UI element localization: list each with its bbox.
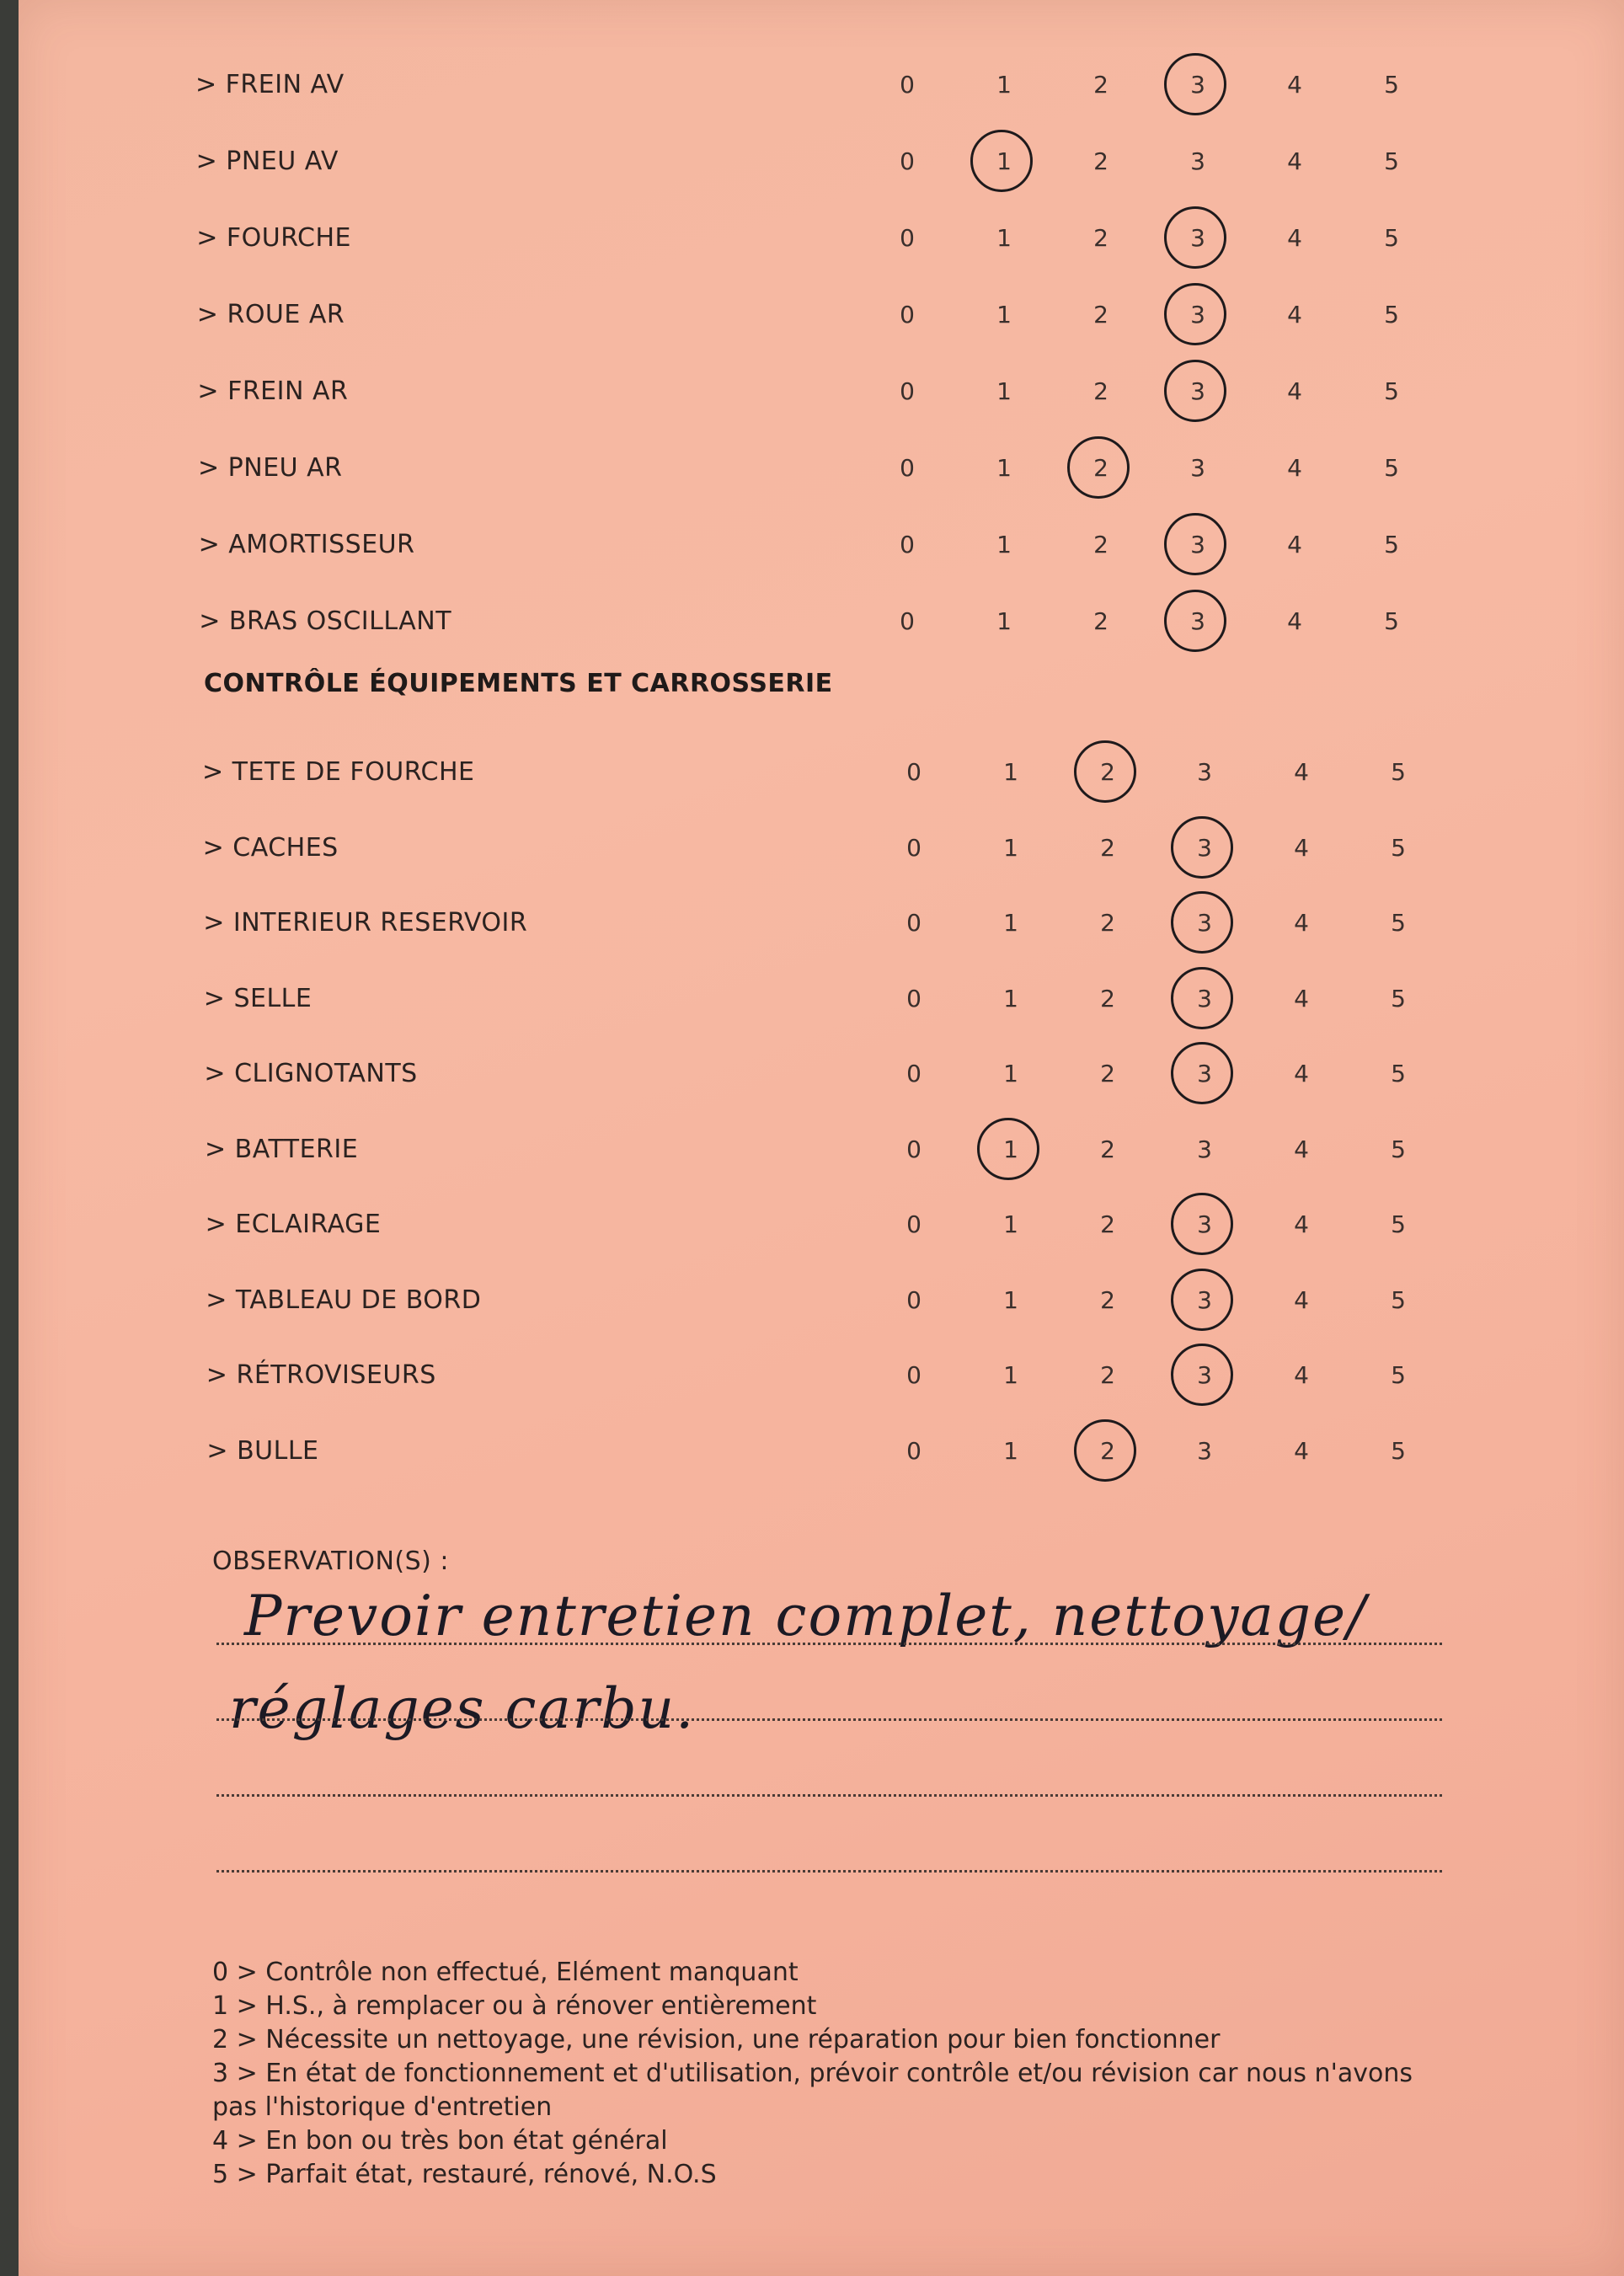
selected-rating[interactable]: 3	[1179, 1195, 1230, 1254]
checklist-row	[19, 894, 1624, 953]
rating-option[interactable]: 4	[1294, 1361, 1309, 1389]
checklist-item-label: > TETE DE FOURCHE	[202, 757, 475, 787]
rating-option[interactable]: 1	[1003, 833, 1018, 862]
selected-rating[interactable]: 3	[1179, 1346, 1230, 1405]
rating-option[interactable]: 2	[1093, 301, 1108, 329]
rating-option[interactable]: 2	[1100, 1060, 1115, 1087]
selected-rating[interactable]: 1	[986, 1120, 1036, 1179]
selected-rating[interactable]: 3	[1179, 819, 1230, 878]
selected-rating[interactable]: 3	[1173, 362, 1223, 421]
legend-item: 5 > Parfait état, restauré, rénové, N.O.S	[212, 2160, 717, 2189]
checklist-item-label: > FOURCHE	[196, 223, 351, 253]
rating-option[interactable]: 5	[1384, 147, 1399, 175]
rating-option[interactable]: 0	[906, 758, 922, 786]
rating-option[interactable]: 0	[900, 301, 915, 329]
rating-option[interactable]: 2	[1093, 147, 1108, 175]
checklist-item-label: > CACHES	[202, 832, 339, 863]
checklist-item-label: > SELLE	[203, 983, 313, 1013]
rating-option[interactable]: 5	[1384, 531, 1399, 558]
rating-option[interactable]: 4	[1294, 758, 1309, 786]
rating-option[interactable]: 4	[1287, 224, 1302, 252]
rating-option[interactable]: 4	[1287, 71, 1302, 99]
checklist-item-label: > PNEU AV	[195, 147, 339, 176]
selected-rating[interactable]: 3	[1173, 516, 1223, 574]
rating-option[interactable]: 4	[1294, 833, 1309, 862]
rating-option[interactable]: 2	[1093, 377, 1108, 405]
checklist-item-label: > TABLEAU DE BORD	[206, 1285, 482, 1315]
selected-rating[interactable]: 2	[1082, 743, 1133, 802]
rating-option[interactable]: 1	[1003, 1361, 1018, 1389]
rating-option[interactable]: 5	[1391, 1361, 1406, 1389]
rating-option[interactable]: 1	[1003, 1060, 1018, 1087]
legend-item: 4 > En bon ou très bon état général	[212, 2126, 668, 2156]
checklist-item-label: > BRAS OSCILLANT	[199, 606, 452, 636]
selected-rating[interactable]: 3	[1173, 286, 1223, 345]
rating-option[interactable]: 2	[1093, 607, 1108, 635]
checklist-row	[19, 209, 1624, 268]
rating-option[interactable]: 5	[1391, 833, 1406, 862]
observation-line	[216, 1718, 1442, 1721]
rating-option[interactable]: 1	[1003, 984, 1018, 1012]
rating-option[interactable]: 2	[1100, 1285, 1115, 1314]
rating-option[interactable]: 5	[1384, 607, 1399, 635]
checklist-item-label: > ECLAIRAGE	[205, 1210, 382, 1239]
rating-option[interactable]: 5	[1391, 1210, 1406, 1238]
rating-option[interactable]: 1	[1003, 1436, 1018, 1465]
rating-option[interactable]: 2	[1100, 833, 1115, 862]
rating-option[interactable]: 1	[996, 531, 1012, 558]
observations-label: OBSERVATION(S) :	[212, 1547, 449, 1576]
rating-option[interactable]: 0	[906, 909, 922, 937]
rating-option[interactable]: 5	[1391, 1060, 1406, 1087]
rating-option[interactable]: 0	[906, 1361, 922, 1389]
rating-option[interactable]: 4	[1294, 1285, 1309, 1314]
inspection-sheet	[19, 0, 1624, 2276]
selected-rating[interactable]: 1	[979, 132, 1029, 191]
selected-rating[interactable]: 3	[1179, 1045, 1230, 1103]
rating-option[interactable]: 3	[1197, 758, 1212, 786]
checklist-item-label: > PNEU AR	[198, 453, 343, 483]
checklist-row	[19, 1271, 1624, 1330]
rating-option[interactable]: 4	[1287, 454, 1302, 482]
rating-option[interactable]: 5	[1391, 1135, 1406, 1163]
rating-option[interactable]: 5	[1391, 1436, 1406, 1465]
rating-option[interactable]: 2	[1093, 531, 1108, 558]
rating-option[interactable]: 0	[900, 454, 915, 482]
rating-option[interactable]: 5	[1384, 224, 1399, 252]
checklist-row	[19, 592, 1624, 651]
rating-option[interactable]: 1	[1003, 909, 1018, 937]
rating-option[interactable]: 2	[1100, 909, 1115, 937]
rating-option[interactable]: 0	[906, 833, 922, 862]
rating-option[interactable]: 4	[1294, 1060, 1309, 1087]
selected-rating[interactable]: 3	[1173, 592, 1223, 651]
rating-option[interactable]: 2	[1100, 1210, 1115, 1238]
rating-option[interactable]: 5	[1391, 1285, 1406, 1314]
rating-option[interactable]: 1	[1003, 1210, 1018, 1238]
rating-option[interactable]: 5	[1384, 301, 1399, 329]
rating-option[interactable]: 1	[996, 377, 1012, 405]
rating-legend	[212, 1956, 1450, 2192]
rating-option[interactable]: 0	[900, 377, 915, 405]
rating-option[interactable]: 3	[1197, 1135, 1212, 1163]
observation-line	[216, 1794, 1442, 1797]
selected-rating[interactable]: 3	[1179, 970, 1230, 1028]
rating-option[interactable]: 5	[1384, 454, 1399, 482]
checklist-row	[19, 439, 1624, 498]
checklist-row	[19, 1195, 1624, 1254]
rating-option[interactable]: 4	[1287, 531, 1302, 558]
checklist-row	[19, 819, 1624, 878]
checklist-item-label: > AMORTISSEUR	[198, 530, 415, 559]
checklist-row	[19, 1120, 1624, 1179]
rating-option[interactable]: 5	[1384, 377, 1399, 405]
rating-option[interactable]: 5	[1391, 909, 1406, 937]
section-title: CONTRÔLE ÉQUIPEMENTS ET CARROSSERIE	[204, 669, 833, 698]
rating-option[interactable]: 0	[900, 607, 915, 635]
rating-option[interactable]: 4	[1294, 984, 1309, 1012]
checklist-item-label: > RÉTROVISEURS	[206, 1360, 436, 1390]
rating-option[interactable]: 3	[1197, 1436, 1212, 1465]
rating-option[interactable]: 4	[1294, 1135, 1309, 1163]
rating-option[interactable]: 0	[906, 1210, 922, 1238]
checklist-row	[19, 132, 1624, 191]
rating-option[interactable]: 5	[1391, 758, 1406, 786]
selected-rating[interactable]: 3	[1173, 56, 1223, 115]
rating-option[interactable]: 2	[1100, 1135, 1115, 1163]
checklist-item-label: > FREIN AR	[197, 377, 349, 406]
rating-option[interactable]: 2	[1100, 984, 1115, 1012]
checklist-row	[19, 56, 1624, 115]
rating-option[interactable]: 0	[900, 147, 915, 175]
rating-option[interactable]: 4	[1294, 1436, 1309, 1465]
rating-option[interactable]: 4	[1287, 607, 1302, 635]
rating-option[interactable]: 3	[1190, 454, 1205, 482]
rating-option[interactable]: 0	[906, 1060, 922, 1087]
rating-option[interactable]: 0	[906, 984, 922, 1012]
checklist-row	[19, 743, 1624, 802]
legend-item: 3 > En état de fonctionnement et d'utilisation, prévoir contrôle et/ou révision car nous n'avons pas l'historique d'entretien	[212, 2059, 1413, 2122]
checklist-item-label: > ROUE AR	[196, 300, 345, 329]
rating-option[interactable]: 0	[906, 1135, 922, 1163]
legend-item: 0 > Contrôle non effectué, Elément manquant	[212, 1958, 799, 1987]
legend-item: 1 > H.S., à remplacer ou à rénover entièrement	[212, 1991, 817, 2021]
checklist-item-label: > CLIGNOTANTS	[204, 1059, 418, 1088]
checklist-item-label: > BULLE	[206, 1435, 319, 1466]
rating-option[interactable]: 0	[906, 1285, 922, 1314]
rating-option[interactable]: 0	[900, 71, 915, 99]
observation-handwriting-line-1: Prevoir entretien complet, nettoyage/	[244, 1584, 1368, 1648]
checklist-row	[19, 362, 1624, 421]
rating-option[interactable]: 5	[1391, 984, 1406, 1012]
rating-option[interactable]: 3	[1190, 147, 1205, 175]
rating-option[interactable]: 4	[1294, 1210, 1309, 1238]
rating-option[interactable]: 2	[1093, 71, 1108, 99]
checklist-row	[19, 286, 1624, 345]
checklist-row	[19, 970, 1624, 1028]
checklist-row	[19, 1346, 1624, 1405]
rating-option[interactable]: 2	[1100, 1361, 1115, 1389]
rating-option[interactable]: 4	[1287, 377, 1302, 405]
rating-option[interactable]: 0	[906, 1436, 922, 1465]
rating-option[interactable]: 1	[996, 301, 1012, 329]
rating-option[interactable]: 1	[996, 71, 1012, 99]
rating-option[interactable]: 0	[900, 224, 915, 252]
rating-option[interactable]: 2	[1093, 224, 1108, 252]
checklist-row	[19, 1422, 1624, 1481]
rating-option[interactable]: 4	[1287, 301, 1302, 329]
checklist-item-label: > BATTERIE	[205, 1134, 359, 1164]
rating-option[interactable]: 1	[1003, 1285, 1018, 1314]
selected-rating[interactable]: 2	[1082, 1422, 1133, 1481]
checklist-item-label: > FREIN AV	[195, 70, 345, 99]
rating-option[interactable]: 4	[1287, 147, 1302, 175]
observation-handwriting-line-2: réglages carbu.	[229, 1676, 696, 1741]
checklist-row	[19, 516, 1624, 574]
rating-option[interactable]: 1	[996, 224, 1012, 252]
observation-line	[216, 1870, 1442, 1873]
rating-option[interactable]: 1	[996, 607, 1012, 635]
legend-item: 2 > Nécessite un nettoyage, une révision, une réparation pour bien fonctionner	[212, 2025, 1221, 2054]
rating-option[interactable]: 4	[1294, 909, 1309, 937]
observation-line	[216, 1643, 1442, 1645]
selected-rating[interactable]: 2	[1076, 439, 1126, 498]
checklist-row	[19, 1045, 1624, 1103]
selected-rating[interactable]: 3	[1179, 894, 1230, 953]
selected-rating[interactable]: 3	[1179, 1271, 1230, 1330]
rating-option[interactable]: 1	[1003, 758, 1018, 786]
checklist-item-label: > INTERIEUR RESERVOIR	[203, 908, 528, 938]
rating-option[interactable]: 5	[1384, 71, 1399, 99]
selected-rating[interactable]: 3	[1173, 209, 1223, 268]
rating-option[interactable]: 1	[996, 454, 1012, 482]
rating-option[interactable]: 0	[900, 531, 915, 558]
